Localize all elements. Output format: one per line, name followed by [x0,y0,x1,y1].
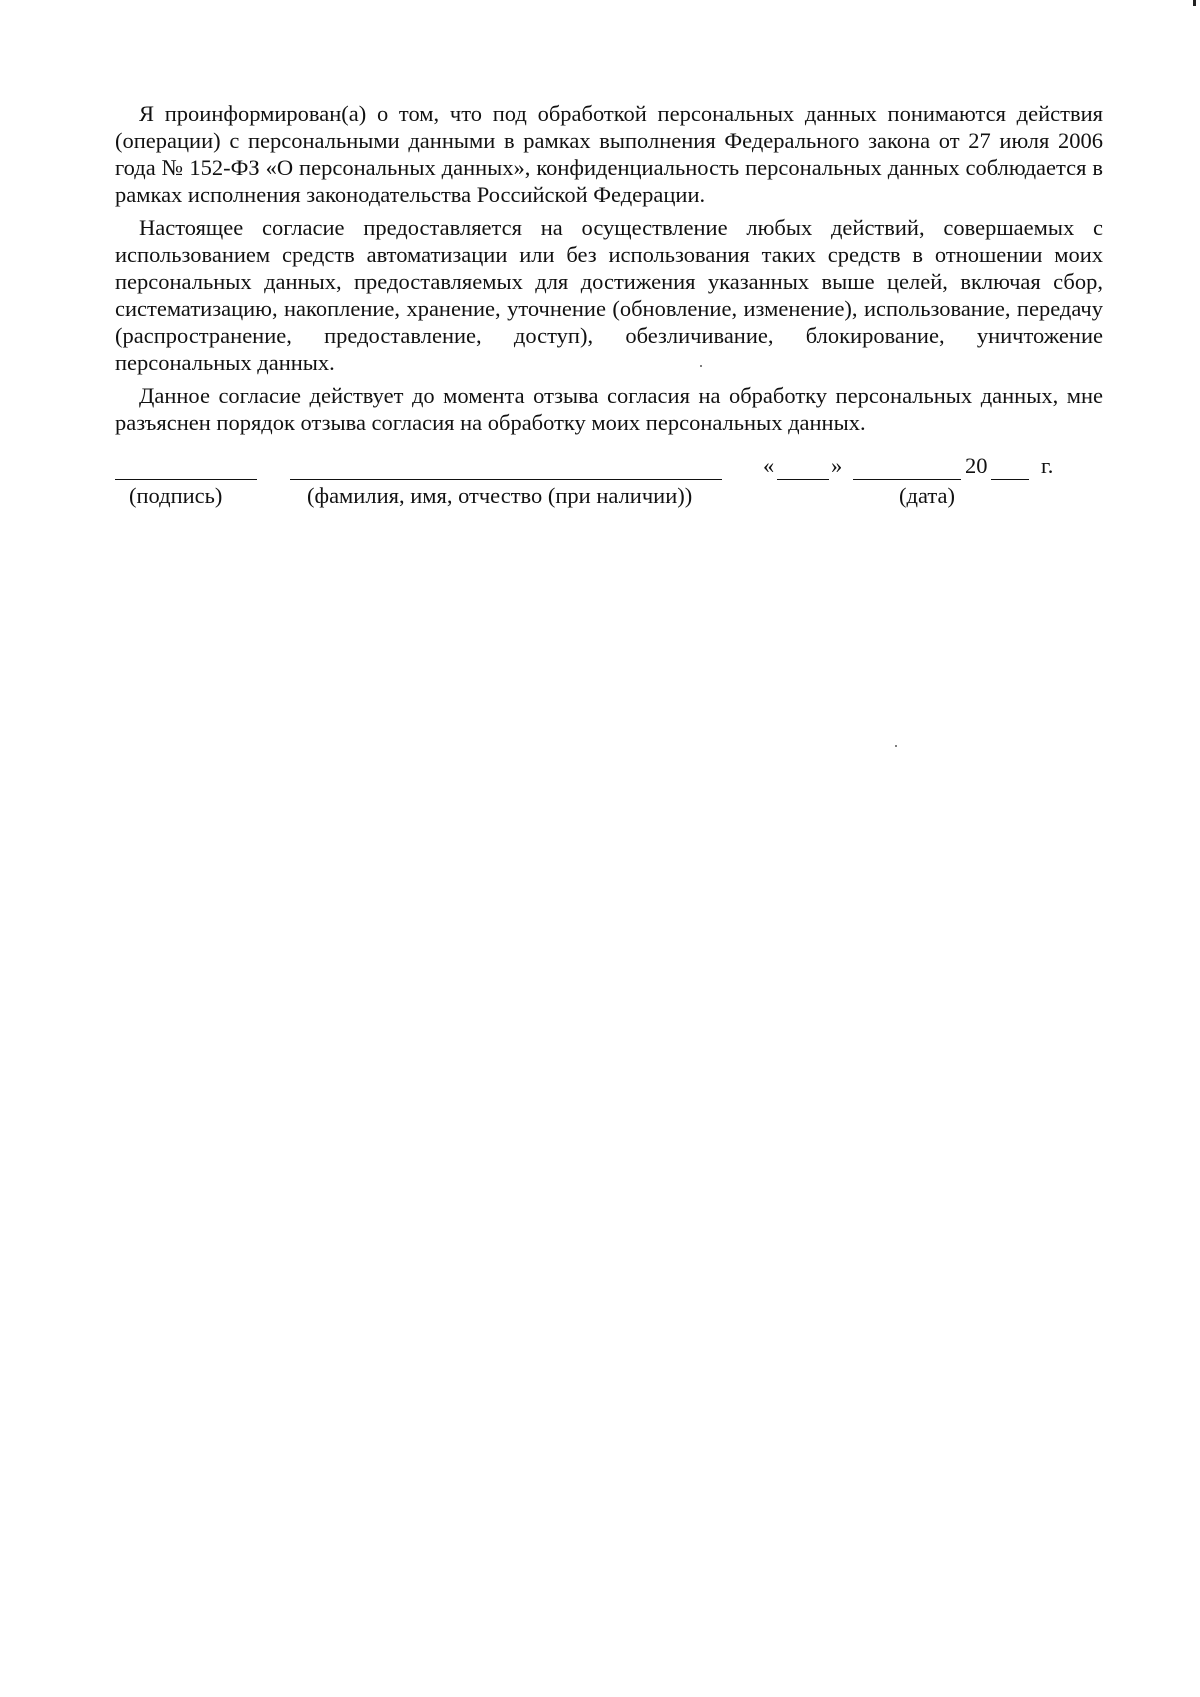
date-year-prefix: 20 [965,453,988,478]
scan-speck [700,365,702,367]
date-close-quote: » [831,453,843,478]
date-open-quote: « [763,453,775,478]
consent-text [115,100,1103,442]
paragraph-informed: Я проинформирован(а) о том, что под обработкой персональных данных понимаются действия (операции) с персональными данными в рамках выполнения Федерального закона от 27 июля 2006 года № 152-ФЗ «О персональных данных», конфиденциальность персональных данных соблюдается в рамках исполнения законодательства Российской Федерации. [115,101,1103,207]
date-month-line[interactable] [853,479,961,480]
date-day-line[interactable] [777,479,829,480]
full-name-line[interactable] [290,479,722,480]
signature-line[interactable] [115,479,257,480]
date-year-line[interactable] [991,479,1029,480]
scan-mark [1193,0,1196,6]
full-name-caption: (фамилия, имя, отчество (при наличии)) [307,483,693,508]
signature-block [115,455,1110,515]
paragraph-validity: Данное согласие действует до момента отзыва согласия на обработку персональных данных, мне разъяснен порядок отзыва согласия на обработку моих персональных данных. [115,383,1103,435]
paragraph-scope: Настоящее согласие предоставляется на осуществление любых действий, совершаемых с использованием средств автоматизации или без использования таких средств в отношении моих персональных данных, предоставляемых для достижения указанных выше целей, включая сбор, систематизацию, накопление, хранение, уточнение (обновление, изменение), использование, передачу (распространение, предоставление, доступ), обезличивание, блокирование, уничтожение персональных данных. [115,215,1103,375]
date-year-suffix: г. [1041,453,1054,478]
date-caption: (дата) [899,483,955,508]
signature-caption: (подпись) [129,483,223,508]
scan-speck [895,745,897,747]
